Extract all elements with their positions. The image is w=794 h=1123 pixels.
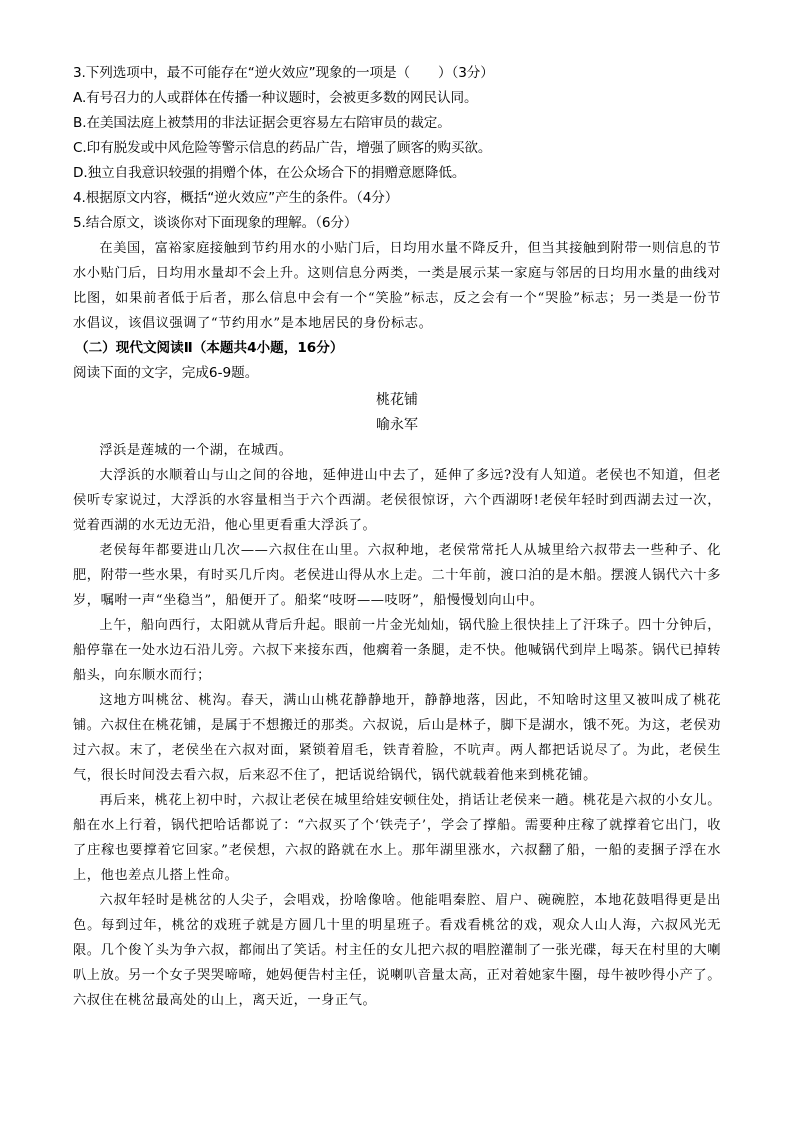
story-paragraph: 这地方叫桃岔、桃沟。春天，满山山桃花静静地开，静静地落，因此，不知啥时这里又被叫成了桃花铺。六叔住在桃花铺，是属于不想搬迁的那类。六叔说，后山是林子，脚下是湖水，饿不死。为这，老侯劝过六叔。末了，老侯坐在六叔对面，紧锁着眉毛，铁青着脸，不吭声。两人都把话说尽了。为此，老侯生气，很长时间没去看六叔，后来忍不住了，把话说给锅代，锅代就载着他来到桃花铺。 [73, 693, 722, 783]
story-paragraph: 六叔年轻时是桃岔的人尖子，会唱戏，扮啥像啥。他能唱秦腔、眉户、碗碗腔，本地花鼓唱得更是出色。每到过年，桃岔的戏班子就是方圆几十里的明星班子。看戏看桃岔的戏，观众人山人海，六叔风光无限。几个俊丫头为争六叔，都闹出了笑话。村主任的女儿把六叔的唱腔灌制了一张光碟，每天在村里的大喇叭上放。另一个女子哭哭啼啼，她妈便告村主任，说喇叭音量太高，正对着她家牛圈，母牛被吵得小产了。六叔住在桃岔最高处的山上，离天近，一身正气。 [73, 893, 722, 1008]
story-title: 桃花铺 [376, 392, 418, 408]
story-author: 喻永军 [376, 417, 418, 433]
story-paragraph: 浮浜是莲城的一个湖，在城西。 [99, 443, 293, 458]
section-heading: （二）现代文阅读Ⅱ（本题共4小题，16分） [75, 340, 344, 356]
question-3-option-c: C.印有脱发或中风危险等警示信息的药品广告，增强了顾客的购买欲。 [73, 140, 492, 156]
story-paragraph: 大浮浜的水顺着山与山之间的谷地，延伸进山中去了，延伸了多远?没有人知道。老侯也不知道，但老侯听专家说过，大浮浜的水容量相当于六个西湖。老侯很惊讶，六个西湖呀!老侯年轻时到西湖去过一次，觉着西湖的水无边无沿，他心里更看重大浮浜了。 [73, 468, 721, 533]
question-5: 5.结合原文，谈谈你对下面现象的理解。（6分） [73, 215, 358, 231]
story-paragraph: 再后来，桃花上初中时，六叔让老侯在城里给娃安顿住处，捎话让老侯来一趟。桃花是六叔的小女儿。船在水上行着，锅代把哈话都说了：“六叔买了个‘铁壳子’，学会了撑船。需要种庄稼了就撑着它出门，收了庄稼也要撑着它回家。”老侯想，六叔的路就在水上。那年湖里涨水，六叔翻了船，一船的麦捆子浮在水上，他也差点儿搭上性命。 [73, 793, 721, 883]
question-4: 4.根据原文内容，概括“逆火效应”产生的条件。（4分） [73, 190, 399, 206]
question-5-material: 在美国，富裕家庭接触到节约用水的小贴门后，日均用水量不降反升，但当其接触到附带一则信息的节水小贴门后，日均用水量却不会上升。这则信息分两类，一类是展示某一家庭与邻居的日均用水量的曲线对比图，如果前者低于后者，那么信息中会有一个“笑脸”标志，反之会有一个“哭脸”标志；另一类是一份节水倡议，该倡议强调了“节约用水”是本地居民的身份标志。 [73, 241, 722, 331]
question-3-stem [73, 61, 721, 86]
story-paragraph: 上午，船向西行，太阳就从背后升起。眼前一片金光灿灿，锅代脸上很快挂上了汗珠子。四十分钟后，船停靠在一处水边石沿儿旁。六叔下来接东西，他瘸着一条腿，走不快。他喊锅代到岸上喝茶。锅代已掉转船头，向东顺水而行； [73, 618, 722, 683]
reading-instruction: 阅读下面的文字，完成6-9题。 [73, 365, 259, 381]
story-paragraph: 老侯每年都要进山几次——六叔住在山里。六叔种地，老侯常常托人从城里给六叔带去一些种子、化肥，附带一些水果，有时买几斤肉。老侯进山得从水上走。二十年前，渡口泊的是木船。摆渡人锅代六十多岁，嘱咐一声“坐稳当”，船便开了。船桨“吱呀——吱呀”，船慢慢划向山中。 [73, 543, 722, 608]
question-3-option-a: A.有号召力的人或群体在传播一种议题时，会被更多数的网民认同。 [73, 90, 478, 106]
question-3-stem-text: 3.下列选项中，最不可能存在“逆火效应”现象的一项是（ [73, 65, 411, 81]
question-3-score: ）（3分） [438, 65, 494, 81]
question-3-option-b: B.在美国法庭上被禁用的非法证据会更容易左右陪审员的裁定。 [73, 115, 451, 131]
question-3-option-d: D.独立自我意识较强的捐赠个体，在公众场合下的捐赠意愿降低。 [73, 165, 466, 181]
